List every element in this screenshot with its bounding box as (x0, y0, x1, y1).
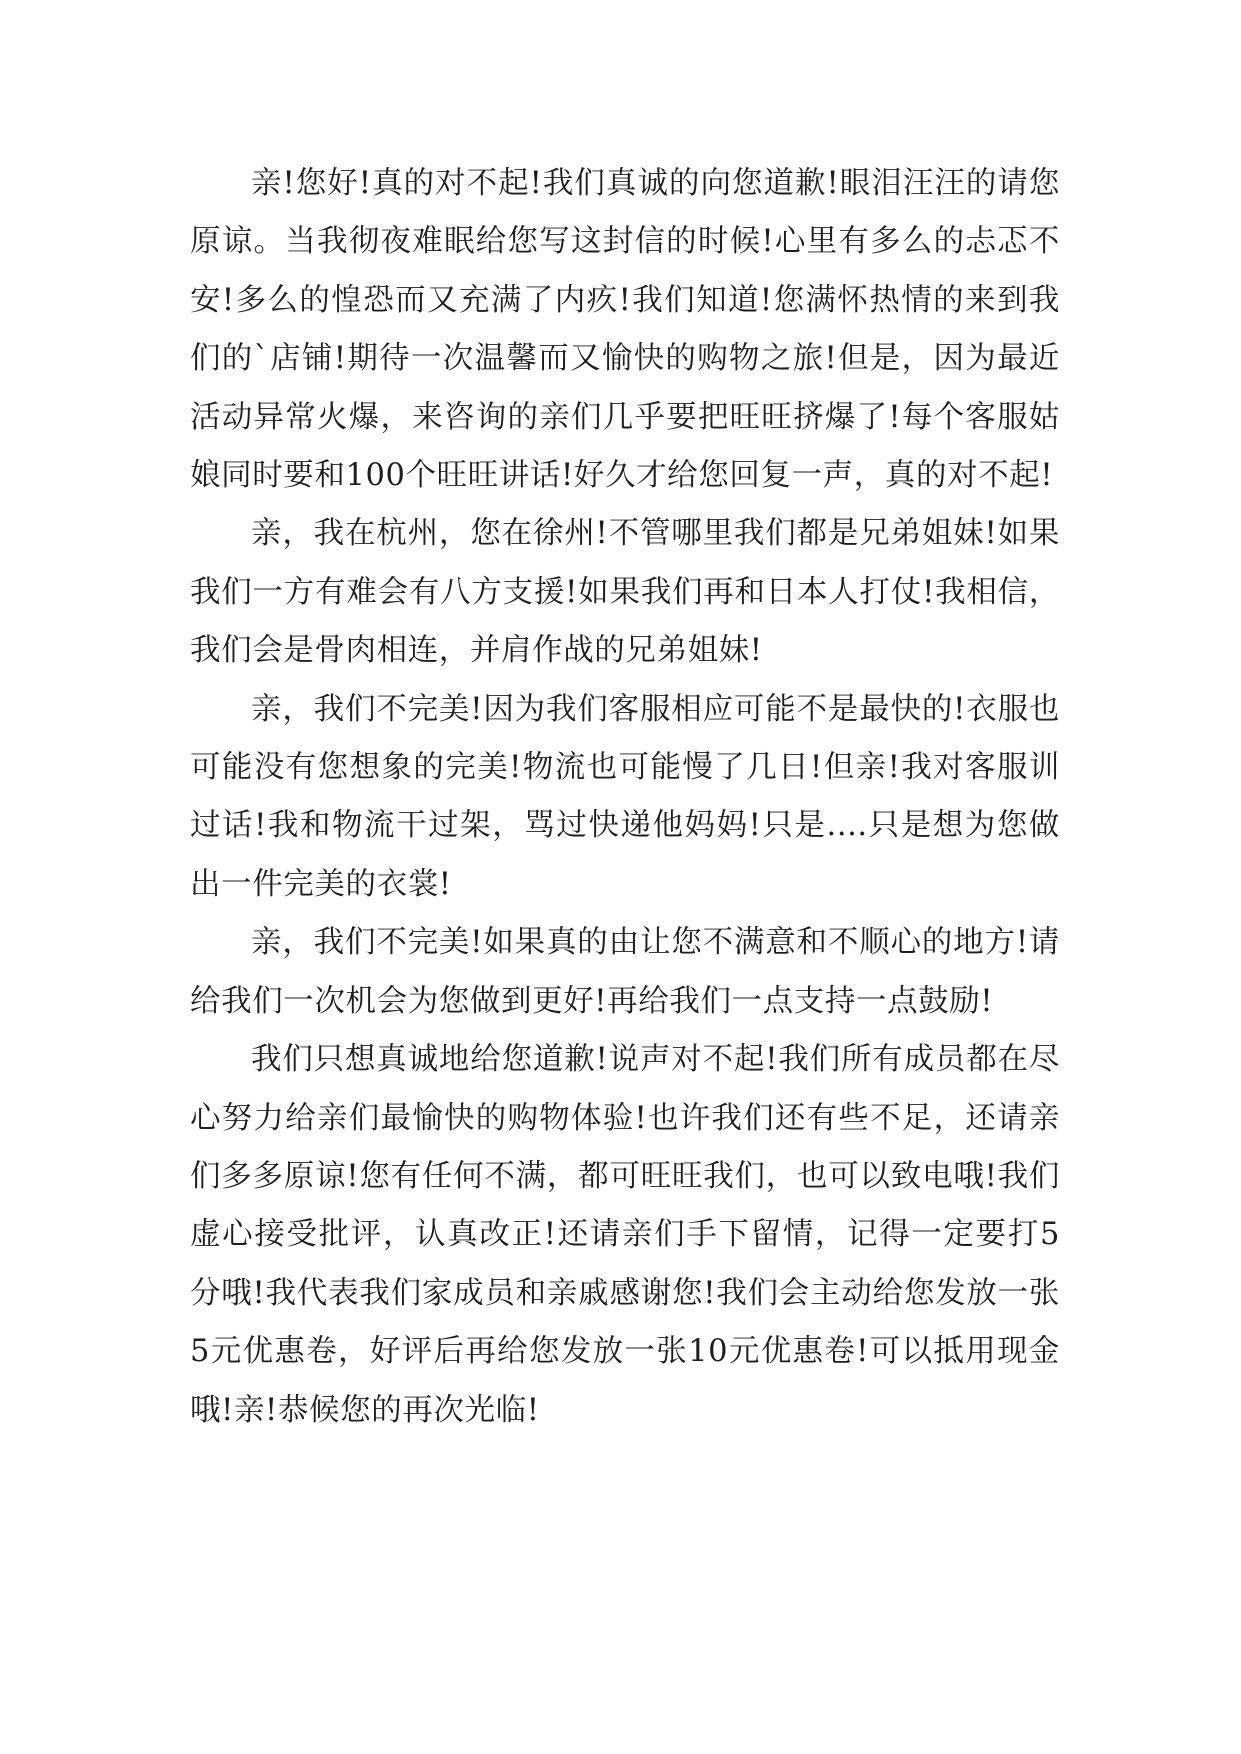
paragraph-4: 亲，我们不完美!如果真的由让您不满意和不顺心的地方!请给我们一次机会为您做到更好!再给我们一点支持一点鼓励! (190, 925, 1060, 1019)
paragraph-5: 我们只想真诚地给您道歉!说声对不起!我们所有成员都在尽心努力给亲们最愉快的购物体验!也许我们还有些不足，还请亲们多多原谅!您有任何不满，都可旺旺我们，也可以致电哦!我们虚心接受批评，认真改正!还请亲们手下留情，记得一定要打5分哦!我代表我们家成员和亲戚感谢您!我们会主动给您发放一张5元优惠卷，好评后再给您发放一张10元优惠卷!可以抵用现金哦!亲!恭候您的再次光临! (190, 1042, 1060, 1428)
paragraph-3: 亲，我们不完美!因为我们客服相应可能不是最快的!衣服也可能没有您想象的完美!物流也可能慢了几日!但亲!我对客服训过话!我和物流干过架，骂过快递他妈妈!只是....只是想为您做出一件完美的衣裳! (190, 691, 1060, 902)
paragraph-1: 亲!您好!真的对不起!我们真诚的向您道歉!眼泪汪汪的请您原谅。当我彻夜难眠给您写这封信的时候!心里有多么的忐忑不安!多么的惶恐而又充满了内疚!我们知道!您满怀热情的来到我们的`店铺!期待一次温馨而又愉快的购物之旅!但是，因为最近活动异常火爆，来咨询的亲们几乎要把旺旺挤爆了!每个客服姑娘同时要和100个旺旺讲话!好久才给您回复一声，真的对不起! (190, 166, 1060, 494)
letter-body (190, 155, 1060, 1440)
paragraph-2: 亲，我在杭州，您在徐州!不管哪里我们都是兄弟姐妹!如果我们一方有难会有八方支援!如果我们再和日本人打仗!我相信，我们会是骨肉相连，并肩作战的兄弟姐妹! (190, 516, 1060, 669)
